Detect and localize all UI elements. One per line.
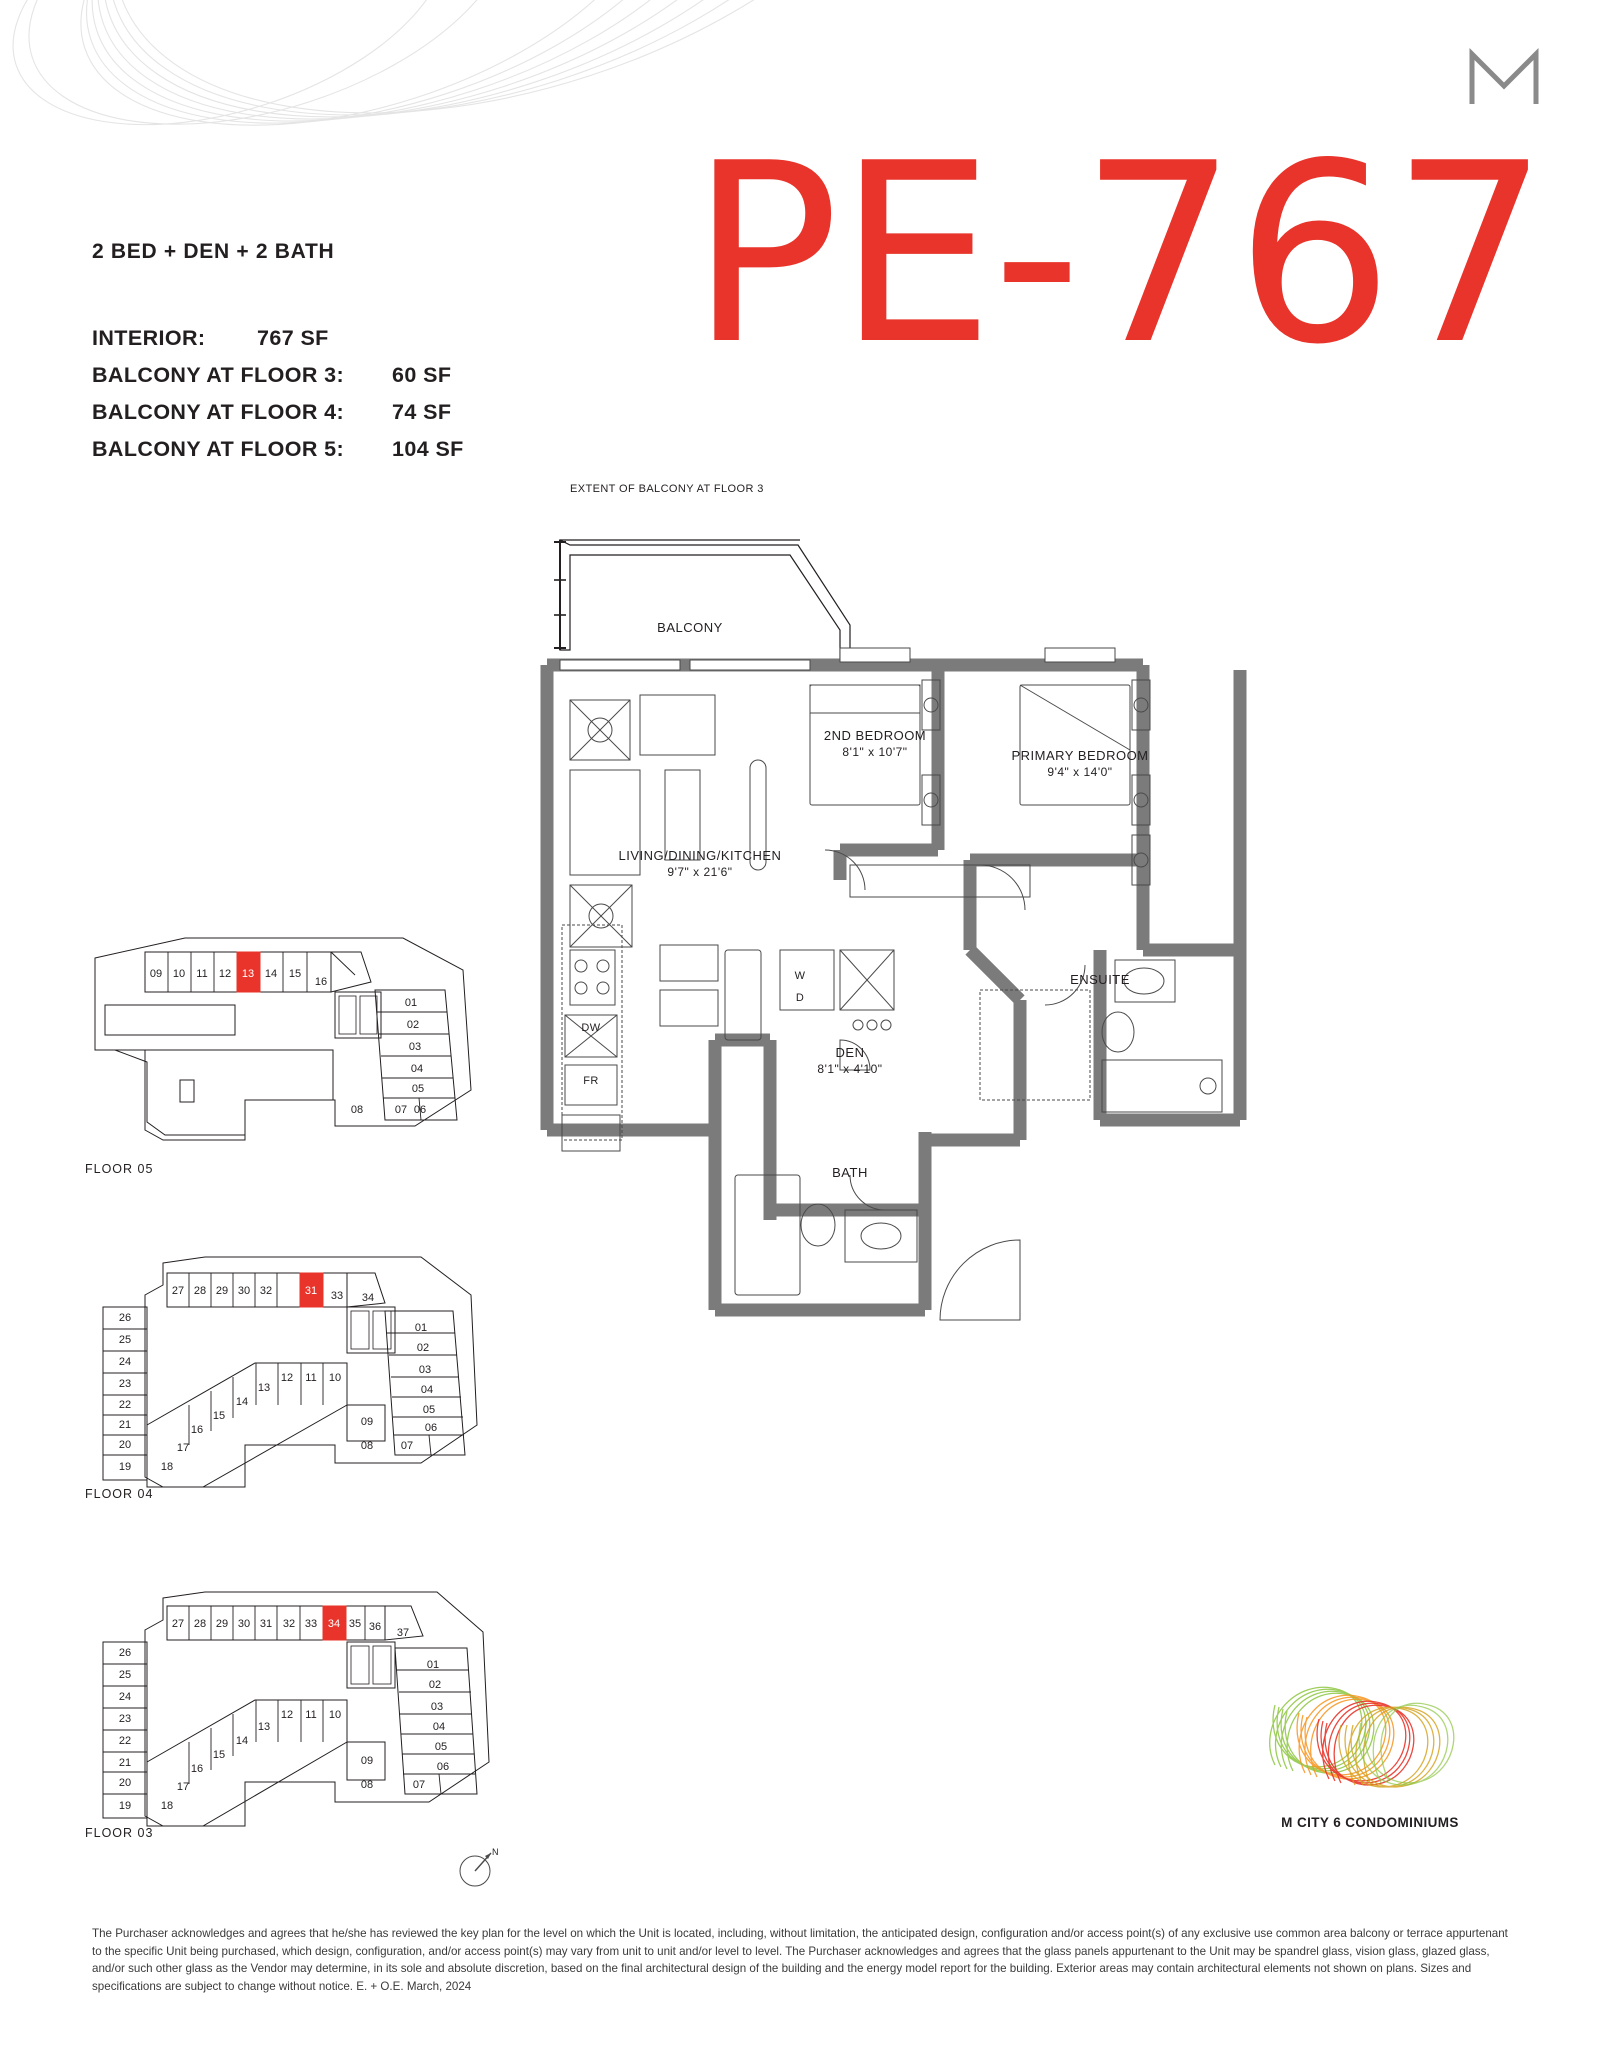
svg-text:20: 20	[118, 1439, 132, 1451]
svg-text:03: 03	[430, 1701, 444, 1713]
svg-text:08: 08	[360, 1779, 374, 1791]
keyplan-floor-04	[85, 1255, 505, 1520]
svg-text:22: 22	[118, 1399, 132, 1411]
svg-text:24: 24	[118, 1356, 132, 1368]
svg-text:17: 17	[176, 1781, 190, 1793]
svg-text:04: 04	[432, 1721, 446, 1733]
spec-label-balcony-floor5: BALCONY AT FLOOR 5:	[92, 437, 345, 461]
svg-text:12: 12	[218, 968, 232, 980]
svg-text:11: 11	[305, 1372, 317, 1384]
svg-text:07: 07	[394, 1104, 408, 1116]
unit-type-label: 2 BED + DEN + 2 BATH	[92, 240, 335, 263]
svg-text:13: 13	[257, 1382, 271, 1394]
svg-text:20: 20	[118, 1777, 132, 1789]
page-title: PE-767	[690, 111, 1548, 399]
svg-text:04: 04	[410, 1063, 424, 1075]
svg-text:09: 09	[360, 1755, 374, 1767]
keyplan-caption-floor-04: FLOOR 04	[85, 1487, 154, 1501]
room-label-den: DEN 8'1" x 4'10"	[817, 1045, 883, 1076]
svg-text:29: 29	[215, 1285, 229, 1297]
svg-text:37: 37	[396, 1627, 410, 1639]
appliance-label-dryer: D	[795, 992, 805, 1004]
svg-text:05: 05	[411, 1083, 425, 1095]
spec-label-balcony-floor3: BALCONY AT FLOOR 3:	[92, 363, 345, 387]
svg-text:25: 25	[118, 1669, 132, 1681]
room-label-balcony-name: BALCONY	[657, 620, 723, 635]
room-label-bath: BATH	[832, 1165, 868, 1180]
svg-text:15: 15	[212, 1749, 226, 1761]
svg-text:14: 14	[235, 1735, 249, 1747]
floorplan-drawing	[540, 483, 1520, 1620]
svg-text:09: 09	[360, 1416, 374, 1428]
svg-text:34: 34	[361, 1292, 375, 1304]
svg-text:08: 08	[350, 1104, 364, 1116]
svg-text:09: 09	[149, 968, 163, 980]
svg-text:26: 26	[118, 1312, 132, 1324]
svg-text:02: 02	[428, 1679, 442, 1691]
svg-text:18: 18	[160, 1461, 174, 1473]
svg-text:02: 02	[406, 1019, 420, 1031]
svg-text:34: 34	[327, 1618, 341, 1630]
svg-text:05: 05	[422, 1404, 436, 1416]
svg-text:16: 16	[190, 1424, 204, 1436]
svg-text:26: 26	[118, 1647, 132, 1659]
svg-text:03: 03	[408, 1041, 422, 1053]
svg-text:14: 14	[235, 1396, 249, 1408]
svg-text:27: 27	[171, 1618, 185, 1630]
svg-text:13: 13	[257, 1721, 271, 1733]
svg-text:06: 06	[413, 1104, 427, 1116]
room-label-2nd-bedroom: 2ND BEDROOM 8'1" x 10'7"	[823, 728, 927, 759]
svg-text:25: 25	[118, 1334, 132, 1346]
spec-value-balcony-floor5: 104 SF	[392, 437, 464, 461]
svg-text:15: 15	[288, 968, 302, 980]
svg-text:06: 06	[424, 1422, 438, 1434]
svg-text:31: 31	[304, 1285, 318, 1297]
keyplan-floor-05	[85, 930, 505, 1195]
svg-text:01: 01	[426, 1659, 440, 1671]
svg-text:14: 14	[264, 968, 278, 980]
svg-text:11: 11	[305, 1709, 317, 1721]
svg-text:16: 16	[314, 976, 328, 988]
svg-text:32: 32	[282, 1618, 296, 1630]
svg-text:01: 01	[404, 997, 418, 1009]
svg-text:36: 36	[368, 1621, 382, 1633]
svg-text:02: 02	[416, 1342, 430, 1354]
svg-text:07: 07	[412, 1779, 426, 1791]
svg-text:33: 33	[330, 1290, 344, 1302]
svg-text:05: 05	[434, 1741, 448, 1753]
spec-label-balcony-floor4: BALCONY AT FLOOR 4:	[92, 400, 345, 424]
room-label-living: LIVING/DINING/KITCHEN 9'7" x 21'6"	[618, 848, 782, 879]
keyplan-caption-floor-05: FLOOR 05	[85, 1162, 154, 1176]
svg-text:27: 27	[171, 1285, 185, 1297]
room-label-ensuite: ENSUITE	[1070, 972, 1130, 987]
svg-text:15: 15	[212, 1410, 226, 1422]
svg-text:21: 21	[118, 1419, 132, 1431]
svg-text:10: 10	[328, 1709, 342, 1721]
svg-text:17: 17	[176, 1442, 190, 1454]
svg-text:07: 07	[400, 1440, 414, 1452]
svg-text:16: 16	[190, 1763, 204, 1775]
svg-text:01: 01	[414, 1322, 428, 1334]
spec-label-interior: INTERIOR:	[92, 326, 206, 350]
svg-text:04: 04	[420, 1384, 434, 1396]
svg-text:23: 23	[118, 1713, 132, 1725]
spec-value-balcony-floor3: 60 SF	[392, 363, 452, 387]
svg-text:13: 13	[241, 968, 255, 980]
svg-text:19: 19	[118, 1461, 132, 1473]
svg-text:19: 19	[118, 1800, 132, 1812]
svg-text:06: 06	[436, 1761, 450, 1773]
svg-text:11: 11	[196, 968, 208, 980]
ribbon-logo-icon	[1245, 1645, 1485, 1805]
svg-text:08: 08	[360, 1440, 374, 1452]
room-label-primary-bedroom: PRIMARY BEDROOM 9'4" x 14'0"	[1011, 748, 1149, 779]
svg-text:30: 30	[237, 1618, 251, 1630]
svg-text:28: 28	[193, 1285, 207, 1297]
svg-text:21: 21	[118, 1757, 132, 1769]
svg-text:31: 31	[259, 1618, 273, 1630]
room-label-balcony: EXTENT OF BALCONY AT FLOOR 3	[570, 483, 764, 495]
appliance-label-washer: W	[794, 970, 806, 982]
spec-value-interior: 767 SF	[257, 326, 329, 350]
svg-text:10: 10	[328, 1372, 342, 1384]
svg-text:30: 30	[237, 1285, 251, 1297]
svg-text:18: 18	[160, 1800, 174, 1812]
keyplan-floor-03	[85, 1590, 505, 1855]
svg-text:03: 03	[418, 1364, 432, 1376]
m-logo-icon	[1468, 46, 1540, 108]
svg-text:22: 22	[118, 1735, 132, 1747]
svg-text:32: 32	[259, 1285, 273, 1297]
svg-text:29: 29	[215, 1618, 229, 1630]
spec-value-balcony-floor4: 74 SF	[392, 400, 452, 424]
svg-text:12: 12	[280, 1372, 294, 1384]
svg-text:33: 33	[304, 1618, 318, 1630]
disclaimer-text: The Purchaser acknowledges and agrees that he/she has reviewed the key plan for the level on which the Unit is located, including, without limitation, the anticipated design, configuration and/or access point(s) of any exclusive use common area balcony or terrace appurtenant to the specific Unit being purchased, which design, configuration, and/or access point(s) may vary from unit to unit and/or level to level. The Purchaser acknowledges and agrees that the glass panels appurtenant to the Unit may be spandrel glass, vision glass, glazed glass, and/or such other glass as the Vendor may determine, in its sole and absolute discretion, based on the final architectural design of the building and the energy model report for the building. Exterior areas may contain architectural elements not shown on plans. Sizes and specifications are subject to change without notice. E. + O.E. March, 2024	[92, 1927, 1508, 1993]
unit-specs	[92, 320, 464, 468]
svg-text:24: 24	[118, 1691, 132, 1703]
svg-text:N: N	[492, 1847, 499, 1857]
svg-text:12: 12	[280, 1709, 294, 1721]
svg-text:23: 23	[118, 1378, 132, 1390]
svg-text:35: 35	[348, 1618, 362, 1630]
appliance-label-dishwasher: DW	[581, 1022, 601, 1034]
appliance-label-fridge: FR	[583, 1075, 599, 1087]
brand-name: M CITY 6 CONDOMINIUMS	[1281, 1815, 1459, 1830]
svg-text:10: 10	[172, 968, 186, 980]
keyplan-caption-floor-03: FLOOR 03	[85, 1826, 154, 1840]
svg-text:28: 28	[193, 1618, 207, 1630]
